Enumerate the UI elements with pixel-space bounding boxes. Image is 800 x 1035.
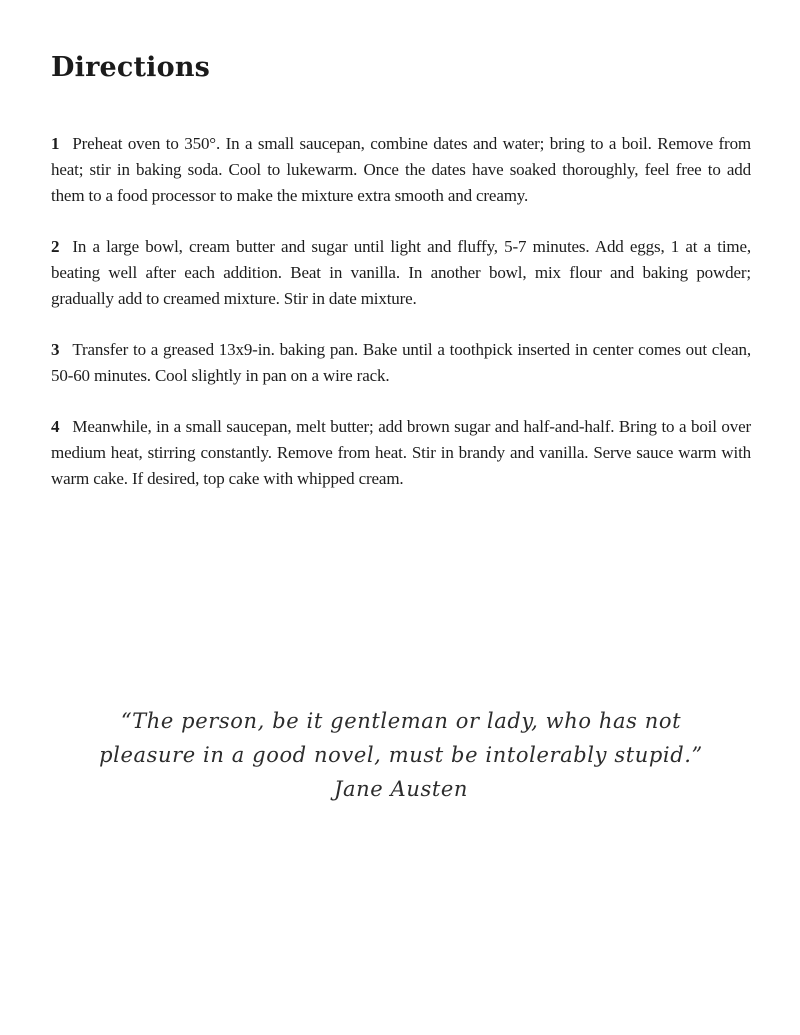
direction-step-4 [51,414,751,492]
step-number: 2 [51,237,60,256]
directions-list [51,131,751,492]
direction-step-2 [51,234,751,312]
step-number: 3 [51,340,60,359]
step-number: 1 [51,134,60,153]
step-text: Preheat oven to 350°. In a small saucepan, combine dates and water; bring to a boil. Remove from heat; stir in baking soda. Cool to lukewarm. Once the dates have soaked thoroughly, feel free to add them to a food processor to make the mixture extra smooth and creamy. [51,134,751,205]
step-number: 4 [51,417,60,436]
step-text: Meanwhile, in a small saucepan, melt butter; add brown sugar and half-and-half. Bring to a boil over medium heat, stirring constantly. Remove from heat. Stir in brandy and vanilla. Serve sauce warm with warm cake. If desired, top cake with whipped cream. [51,417,751,488]
quote-line-1: “The person, be it gentleman or lady, who has not [120,709,682,733]
page-title: Directions [51,52,211,83]
direction-step-1 [51,131,751,209]
quote-attribution: Jane Austen [333,777,469,801]
quote-line-2: pleasure in a good novel, must be intolerably stupid.” [99,743,703,767]
step-text: Transfer to a greased 13x9-in. baking pan. Bake until a toothpick inserted in center comes out clean, 50-60 minutes. Cool slightly in pan on a wire rack. [51,340,751,385]
quote-block [51,704,751,806]
direction-step-3 [51,337,751,389]
step-text: In a large bowl, cream butter and sugar until light and fluffy, 5-7 minutes. Add eggs, 1 at a time, beating well after each addition. Beat in vanilla. In another bowl, mix flour and baking powder; gradually add to creamed mixture. Stir in date mixture. [51,237,751,308]
